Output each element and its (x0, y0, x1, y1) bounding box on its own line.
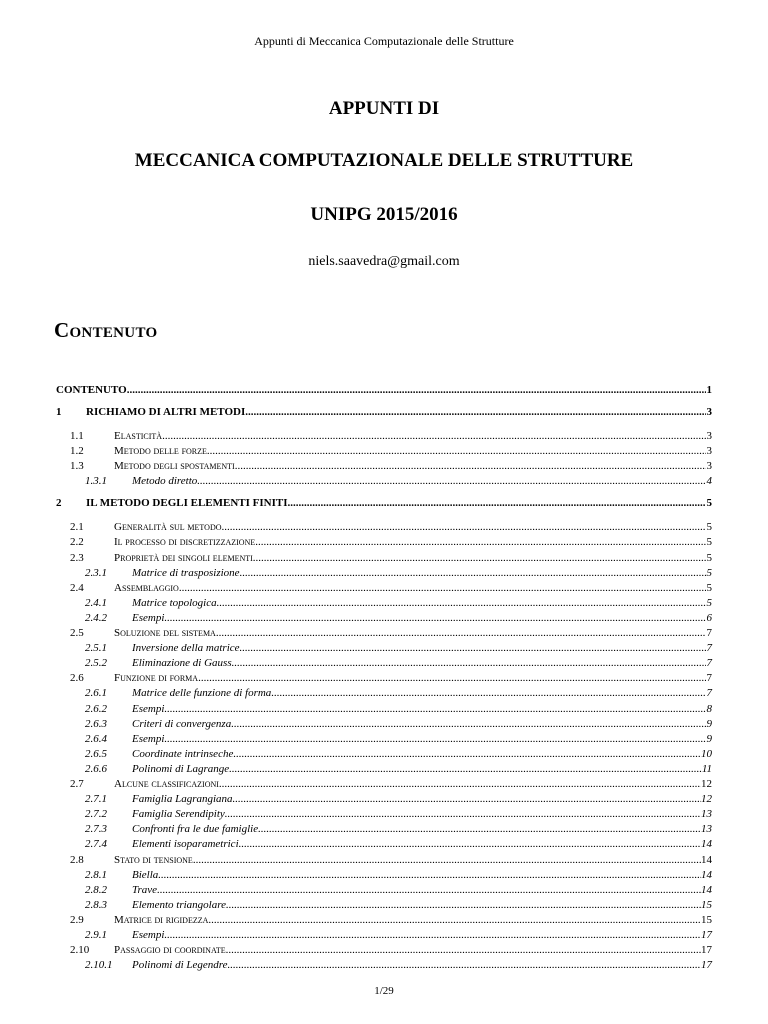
toc-entry[interactable] (56, 496, 712, 510)
toc-entry-page: 4 (706, 475, 712, 488)
toc-dot-leader (225, 807, 701, 821)
toc-entry[interactable] (56, 611, 712, 625)
toc-entry-number: 2.8.1 (85, 868, 107, 881)
toc-entry-page: 14 (701, 853, 712, 866)
toc-entry-number: 2.3 (70, 551, 84, 564)
toc-dot-leader (198, 671, 706, 685)
toc-entry-title: Funzione di forma (114, 672, 199, 685)
toc-entry-title: CONTENUTO (56, 384, 127, 396)
toc-dot-leader (164, 732, 706, 746)
toc-entry-title: Matrice di trasposizione (132, 566, 240, 579)
toc-dot-leader (219, 777, 701, 791)
toc-entry-page: 17 (701, 929, 712, 941)
toc-entry-number: 2.9.1 (85, 929, 107, 941)
toc-entry-page: 5 (706, 497, 712, 510)
toc-entry-title: Elementi isoparametrici (132, 838, 239, 851)
toc-entry-page: 1 (706, 384, 712, 396)
toc-entry-title: Biella (132, 868, 159, 881)
toc-entry-title: Elemento triangolare (132, 898, 226, 911)
toc-entry-number: 2.10 (70, 944, 90, 957)
toc-entry-number: 2.7 (70, 778, 84, 790)
toc-entry-title: Trave (132, 883, 158, 896)
toc-entry-number: 2.4 (70, 581, 84, 594)
toc-dot-leader (239, 837, 701, 851)
toc-entry[interactable] (56, 913, 712, 927)
toc-dot-leader (228, 958, 701, 972)
toc-dot-leader (235, 459, 706, 473)
toc-entry-page: 12 (701, 793, 712, 806)
toc-entry[interactable] (56, 777, 712, 791)
toc-entry-title: Eliminazione di Gauss (132, 657, 232, 670)
toc-entry-page: 13 (701, 808, 712, 821)
toc-dot-leader (164, 928, 701, 942)
toc-entry[interactable] (56, 641, 712, 655)
author-email[interactable]: niels.saavedra@gmail.com (308, 254, 460, 269)
toc-entry-number: 2.4.2 (85, 611, 107, 624)
toc-entry-page: 5 (706, 566, 712, 579)
toc-entry-number: 2.7.2 (85, 808, 107, 821)
toc-entry-title: IL METODO DEGLI ELEMENTI FINITI (86, 497, 288, 510)
toc-entry[interactable] (56, 535, 712, 549)
toc-entry-page: 15 (701, 898, 712, 911)
toc-entry-number: 2.6.3 (85, 717, 107, 730)
toc-entry-title: Metodo degli spostamenti (114, 460, 235, 473)
toc-dot-leader (164, 611, 706, 625)
toc-entry-page: 6 (706, 611, 712, 624)
toc-entry-number: 2.7.4 (85, 838, 107, 851)
toc-entry[interactable] (56, 429, 712, 443)
toc-entry-page: 5 (706, 581, 712, 594)
toc-entry-page: 14 (701, 883, 712, 896)
toc-entry-number: 2.6.1 (85, 687, 107, 700)
toc-entry-page: 7 (706, 627, 712, 639)
toc-dot-leader (162, 429, 706, 443)
toc-entry-number: 2.4.1 (85, 596, 107, 609)
toc-entry-number: 2.9 (70, 913, 84, 926)
toc-dot-leader (157, 883, 701, 897)
toc-entry-page: 10 (701, 747, 712, 760)
toc-entry[interactable] (56, 747, 712, 761)
toc-entry-title: Famiglia Lagrangiana (132, 793, 233, 806)
toc-entry-title: Metodo diretto (132, 475, 198, 488)
toc-entry-number: 2.6 (70, 672, 84, 685)
toc-dot-leader (271, 686, 706, 700)
toc-dot-leader (288, 496, 706, 510)
toc-entry-title: Polinomi di Legendre (132, 959, 228, 972)
toc-entry[interactable] (56, 520, 712, 534)
toc-entry-page: 3 (706, 460, 712, 473)
toc-entry-number: 2.5.1 (85, 642, 107, 655)
toc-entry-title: Esempi (132, 929, 165, 941)
toc-entry-number: 2.6.5 (85, 747, 107, 760)
toc-entry[interactable] (56, 626, 712, 640)
page-number: 1/29 (374, 985, 394, 997)
toc-entry-page: 5 (706, 536, 712, 549)
toc-entry-title: Polinomi di Lagrange (132, 762, 230, 775)
toc-dot-leader (258, 822, 701, 836)
title-line-1: APPUNTI DI (328, 98, 440, 119)
toc-entry-page: 7 (706, 672, 712, 685)
toc-entry[interactable] (56, 459, 712, 473)
toc-entry-title: Matrice delle funzione di forma (132, 687, 272, 700)
toc-dot-leader (207, 444, 706, 458)
toc-entry-title: Stato di tensione (114, 853, 193, 866)
toc-dot-leader (226, 898, 701, 912)
toc-entry[interactable] (56, 868, 712, 882)
toc-entry[interactable] (56, 474, 712, 488)
toc-dot-leader (233, 792, 701, 806)
toc-entry-number: 2 (56, 497, 62, 510)
toc-dot-leader (208, 913, 701, 927)
toc-entry-page: 5 (706, 521, 712, 534)
toc-entry[interactable] (56, 656, 712, 670)
toc-entry[interactable] (56, 732, 712, 746)
toc-entry-title: Proprietà dei singoli elementi (114, 551, 253, 564)
toc-entry[interactable] (56, 444, 712, 458)
toc-entry-title: Esempi (132, 702, 165, 715)
title-line-2: MECCANICA COMPUTAZIONALE DELLE STRUTTURE (134, 150, 634, 171)
toc-entry[interactable] (56, 837, 712, 851)
toc-entry[interactable] (56, 943, 712, 957)
toc-entry-title: Confronti fra le due famiglie (132, 823, 259, 836)
toc-dot-leader (226, 943, 701, 957)
toc-entry[interactable] (56, 807, 712, 821)
toc-entry-number: 2.5 (70, 627, 84, 639)
toc-entry[interactable] (56, 671, 712, 685)
toc-entry-page: 13 (701, 823, 712, 836)
toc-entry-page: 15 (701, 913, 712, 926)
toc-dot-leader (240, 641, 706, 655)
toc-entry-page: 5 (706, 596, 712, 609)
toc-entry-number: 2.5.2 (85, 657, 107, 670)
toc-dot-leader (217, 596, 706, 610)
toc-entry-number: 1 (56, 406, 62, 418)
toc-entry-title: Passaggio di coordinate (114, 944, 226, 957)
toc-dot-leader (197, 474, 706, 488)
toc-entry-page: 17 (701, 959, 712, 972)
toc-entry-page: 14 (701, 868, 712, 881)
toc-entry[interactable] (56, 551, 712, 565)
toc-dot-leader (232, 656, 706, 670)
toc-entry-number: 2.8.2 (85, 883, 107, 896)
toc-entry-page: 3 (706, 445, 712, 458)
toc-entry-number: 1.3.1 (85, 475, 107, 488)
toc-entry-number: 2.1 (70, 521, 84, 534)
toc-dot-leader (240, 566, 706, 580)
toc-entry-title: Il processo di discretizzazione (114, 536, 256, 549)
toc-entry-title: Criteri di convergenza (132, 717, 232, 730)
toc-entry[interactable] (56, 566, 712, 580)
toc-dot-leader (179, 581, 706, 595)
toc-entry-number: 2.6.2 (85, 702, 107, 715)
toc-entry-number: 2.7.1 (85, 793, 107, 806)
toc-dot-leader (255, 535, 706, 549)
toc-dot-leader (229, 762, 702, 776)
toc-entry-number: 2.3.1 (85, 566, 107, 579)
title-line-3: UNIPG 2015/2016 (310, 204, 458, 225)
toc-entry-title: Famiglia Serendipity (132, 808, 225, 821)
toc-dot-leader (222, 520, 706, 534)
toc-entry-title: Esempi (132, 611, 165, 624)
toc-heading: Contenuto (54, 318, 158, 342)
toc-entry-title: RICHIAMO DI ALTRI METODI (86, 406, 246, 418)
toc-dot-leader (193, 853, 701, 867)
toc-entry-page: 7 (706, 657, 712, 670)
toc-dot-leader (231, 717, 706, 731)
toc-entry-title: Inversione della matrice (132, 642, 240, 655)
running-header: Appunti di Meccanica Computazionale delle Strutture (254, 34, 514, 48)
toc-entry-title: Matrice di rigidezza (114, 913, 209, 926)
toc-dot-leader (245, 405, 706, 419)
toc-entry-title: Metodo delle forze (114, 445, 207, 458)
toc-entry-number: 2.6.4 (85, 732, 107, 745)
toc-entry-page: 7 (706, 642, 712, 655)
toc-entry-number: 2.8.3 (85, 898, 107, 911)
toc-entry-page: 11 (701, 762, 712, 775)
toc-entry[interactable] (56, 792, 712, 806)
toc-entry-title: Alcune classificazioni (114, 778, 219, 790)
toc-dot-leader (164, 702, 706, 716)
toc-entry-page: 12 (701, 778, 712, 790)
toc-entry-number: 2.6.6 (85, 762, 107, 775)
toc-dot-leader (127, 383, 706, 397)
toc-entry-page: 9 (706, 717, 712, 730)
toc-entry-page: 3 (706, 430, 712, 442)
toc-entry[interactable] (56, 581, 712, 595)
toc-entry-number: 1.2 (70, 445, 84, 458)
toc-entry-page: 3 (706, 406, 712, 418)
toc-entry-page: 17 (701, 944, 712, 957)
toc-dot-leader (233, 747, 701, 761)
toc-entry[interactable] (56, 596, 712, 610)
toc-entry-page: 8 (706, 702, 712, 715)
toc-dot-leader (158, 868, 701, 882)
toc-entry-number: 1.3 (70, 460, 84, 473)
toc-entry-title: Coordinate intrinseche (132, 747, 234, 760)
toc-entry-title: Esempi (132, 732, 165, 745)
toc-entry[interactable] (56, 686, 712, 700)
toc-entry[interactable] (56, 702, 712, 716)
toc-entry-title: Matrice topologica (132, 596, 217, 609)
toc-entry[interactable] (56, 958, 712, 972)
toc-entry[interactable] (56, 928, 712, 942)
toc-entry[interactable] (56, 853, 712, 867)
toc-entry[interactable] (56, 383, 712, 397)
toc-entry[interactable] (56, 822, 712, 836)
toc-entry-page: 9 (706, 732, 712, 745)
toc-entry-page: 7 (706, 687, 712, 700)
toc-dot-leader (253, 551, 706, 565)
toc-entry-number: 2.7.3 (85, 823, 107, 836)
toc-entry-number: 2.8 (70, 853, 84, 866)
toc-entry[interactable] (56, 883, 712, 897)
toc-entry-title: Assemblaggio (114, 581, 179, 594)
toc-entry[interactable] (56, 898, 712, 912)
toc-entry-title: Generalità sul metodo (114, 521, 222, 534)
toc-entry-page: 14 (701, 838, 712, 851)
toc-entry-title: Elasticità (114, 430, 163, 442)
toc-dot-leader (216, 626, 706, 640)
toc-entry[interactable] (56, 717, 712, 731)
toc-entry-title: Soluzione del sistema (114, 627, 216, 639)
toc-entry-number: 2.10.1 (85, 959, 113, 972)
toc-entry[interactable] (56, 405, 712, 419)
toc-entry-number: 2.2 (70, 536, 84, 549)
toc-entry[interactable] (56, 762, 712, 776)
toc-entry-number: 1.1 (70, 430, 84, 442)
toc-entry-page: 5 (706, 551, 712, 564)
